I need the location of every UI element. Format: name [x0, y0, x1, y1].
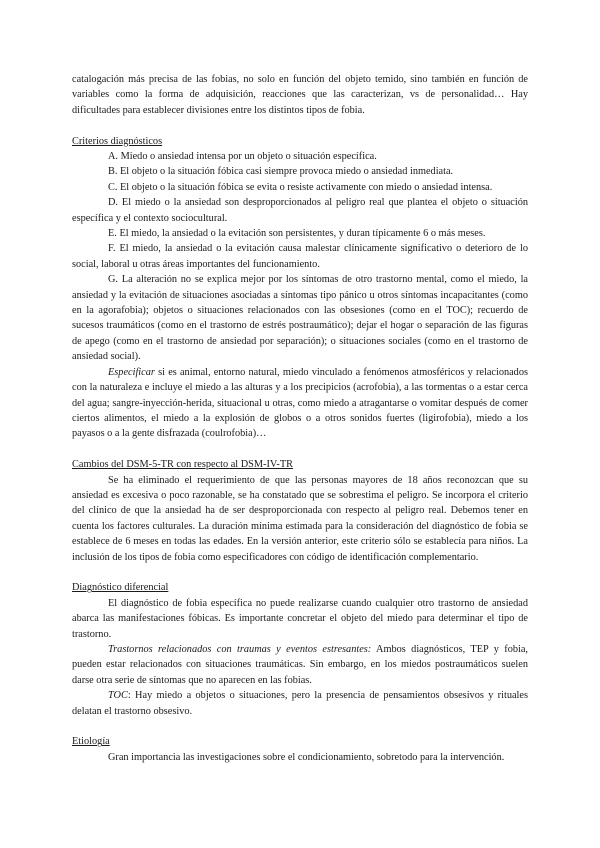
criterio-f: F. El miedo, la ansiedad o la evitación causa malestar clínicamente significativo o deterioro de lo social, laboral u otras áreas importantes del funcionamiento. [72, 243, 528, 270]
especificar-label: Especificar [108, 366, 155, 378]
trauma-text: Ambos diagnósticos, TEP y fobia, pueden estar relacionados con situaciones traumáticas. Sin embargo, en los miedos postraumáticos suelen darse otra serie de síntomas que no aparecen en las fobias. [72, 643, 528, 686]
document-page [72, 72, 528, 765]
especificar-text: si es animal, entorno natural, miedo vinculado a fenómenos atmosféricos y relacionados con la naturaleza e incluye el miedo a las alturas y a los precipicios (acrofobia), a las tormentas o a estar cerca del agua; sangre-inyección-herida, situacional u otras, como miedo a atragantarse o vomitar después de comer ciertos alimentos, el miedo a la explosión de globos o a otros sonidos fuertes (ligirofobia), miedo a los payasos o a la gente disfrazada (coulrofobia)… [72, 366, 528, 440]
criterio-a: A. Miedo o ansiedad intensa por un objeto o situación específica. [108, 151, 377, 163]
diferencial-heading: Diagnóstico diferencial [72, 582, 169, 594]
cambios-paragraph: Se ha eliminado el requerimiento de que las personas mayores de 18 años reconozcan que su ansiedad es excesiva o poco razonable, se ha constatado que se sobrestima el peligro. Se incorpora el criterio del clínico de que la ansiedad ha de ser desproporcionada con respecto al peligro real. Debemos tener en cuenta los factores culturales. La duración mínima estimada para la consideración del diagnóstico de fobia se establece de 6 meses en todas las edades. En la versión anterior, este criterio sólo se establecía para niños. La inclusión de los tipos de fobia como especificadores con código de identificación complementario. [72, 474, 528, 563]
trauma-label: Trastornos relacionados con traumas y eventos estresantes: [108, 643, 372, 655]
cambios-heading: Cambios del DSM-5-TR con respecto al DSM-IV-TR [72, 459, 293, 471]
criterio-g: G. La alteración no se explica mejor por los síntomas de otro trastorno mental, como el miedo, la ansiedad y la evitación de situaciones asociadas a síntomas tipo pánico u otros síntomas incapacitantes (como en la agorafobia); objetos o situaciones relacionados con las obsesiones (como en el TOC); recuerdo de sucesos traumáticos (como en el trastorno de estrés postraumático); dejar el hogar o separación de las figuras de apego (como en el trastorno de ansiedad por separación); o situaciones sociales (como en el trastorno de ansiedad social). [72, 274, 528, 363]
diferencial-paragraph-2 [72, 642, 528, 688]
especificar-paragraph [72, 365, 528, 442]
diferencial-paragraph-1: El diagnóstico de fobia específica no puede realizarse cuando cualquier otro trastorno de ansiedad abarca las manifestaciones fóbicas. Es importante concretar el objeto del miedo para determinar el tipo de trastorno. [72, 597, 528, 640]
criterio-c: C. El objeto o la situación fóbica se evita o resiste activamente con miedo o ansiedad intensa. [108, 181, 493, 193]
criterios-heading: Criterios diagnósticos [72, 135, 163, 147]
intro-paragraph: catalogación más precisa de las fobias, no solo en función del objeto temido, sino también en función de variables como la forma de adquisición, reacciones que las caracterizan, vs de personalidad… Hay dificultades para establecer divisiones entre los distintos tipos de fobia. [72, 74, 528, 116]
etiologia-paragraph: Gran importancia las investigaciones sobre el condicionamiento, sobretodo para la intervención. [108, 751, 505, 763]
criterio-d: D. El miedo o la ansiedad son desproporcionados al peligro real que plantea el objeto o situación específica y el contexto sociocultural. [72, 197, 528, 224]
etiologia-heading: Etiología [72, 736, 110, 748]
toc-text: : Hay miedo a objetos o situaciones, pero la presencia de pensamientos obsesivos y rituales delatan el trastorno obsesivo. [72, 690, 528, 717]
diferencial-paragraph-3 [72, 688, 528, 719]
criterio-b: B. El objeto o la situación fóbica casi siempre provoca miedo o ansiedad inmediata. [108, 166, 454, 178]
toc-label: TOC [108, 690, 128, 702]
criterio-e: E. El miedo, la ansiedad o la evitación son persistentes, y duran típicamente 6 o más meses. [108, 228, 486, 240]
